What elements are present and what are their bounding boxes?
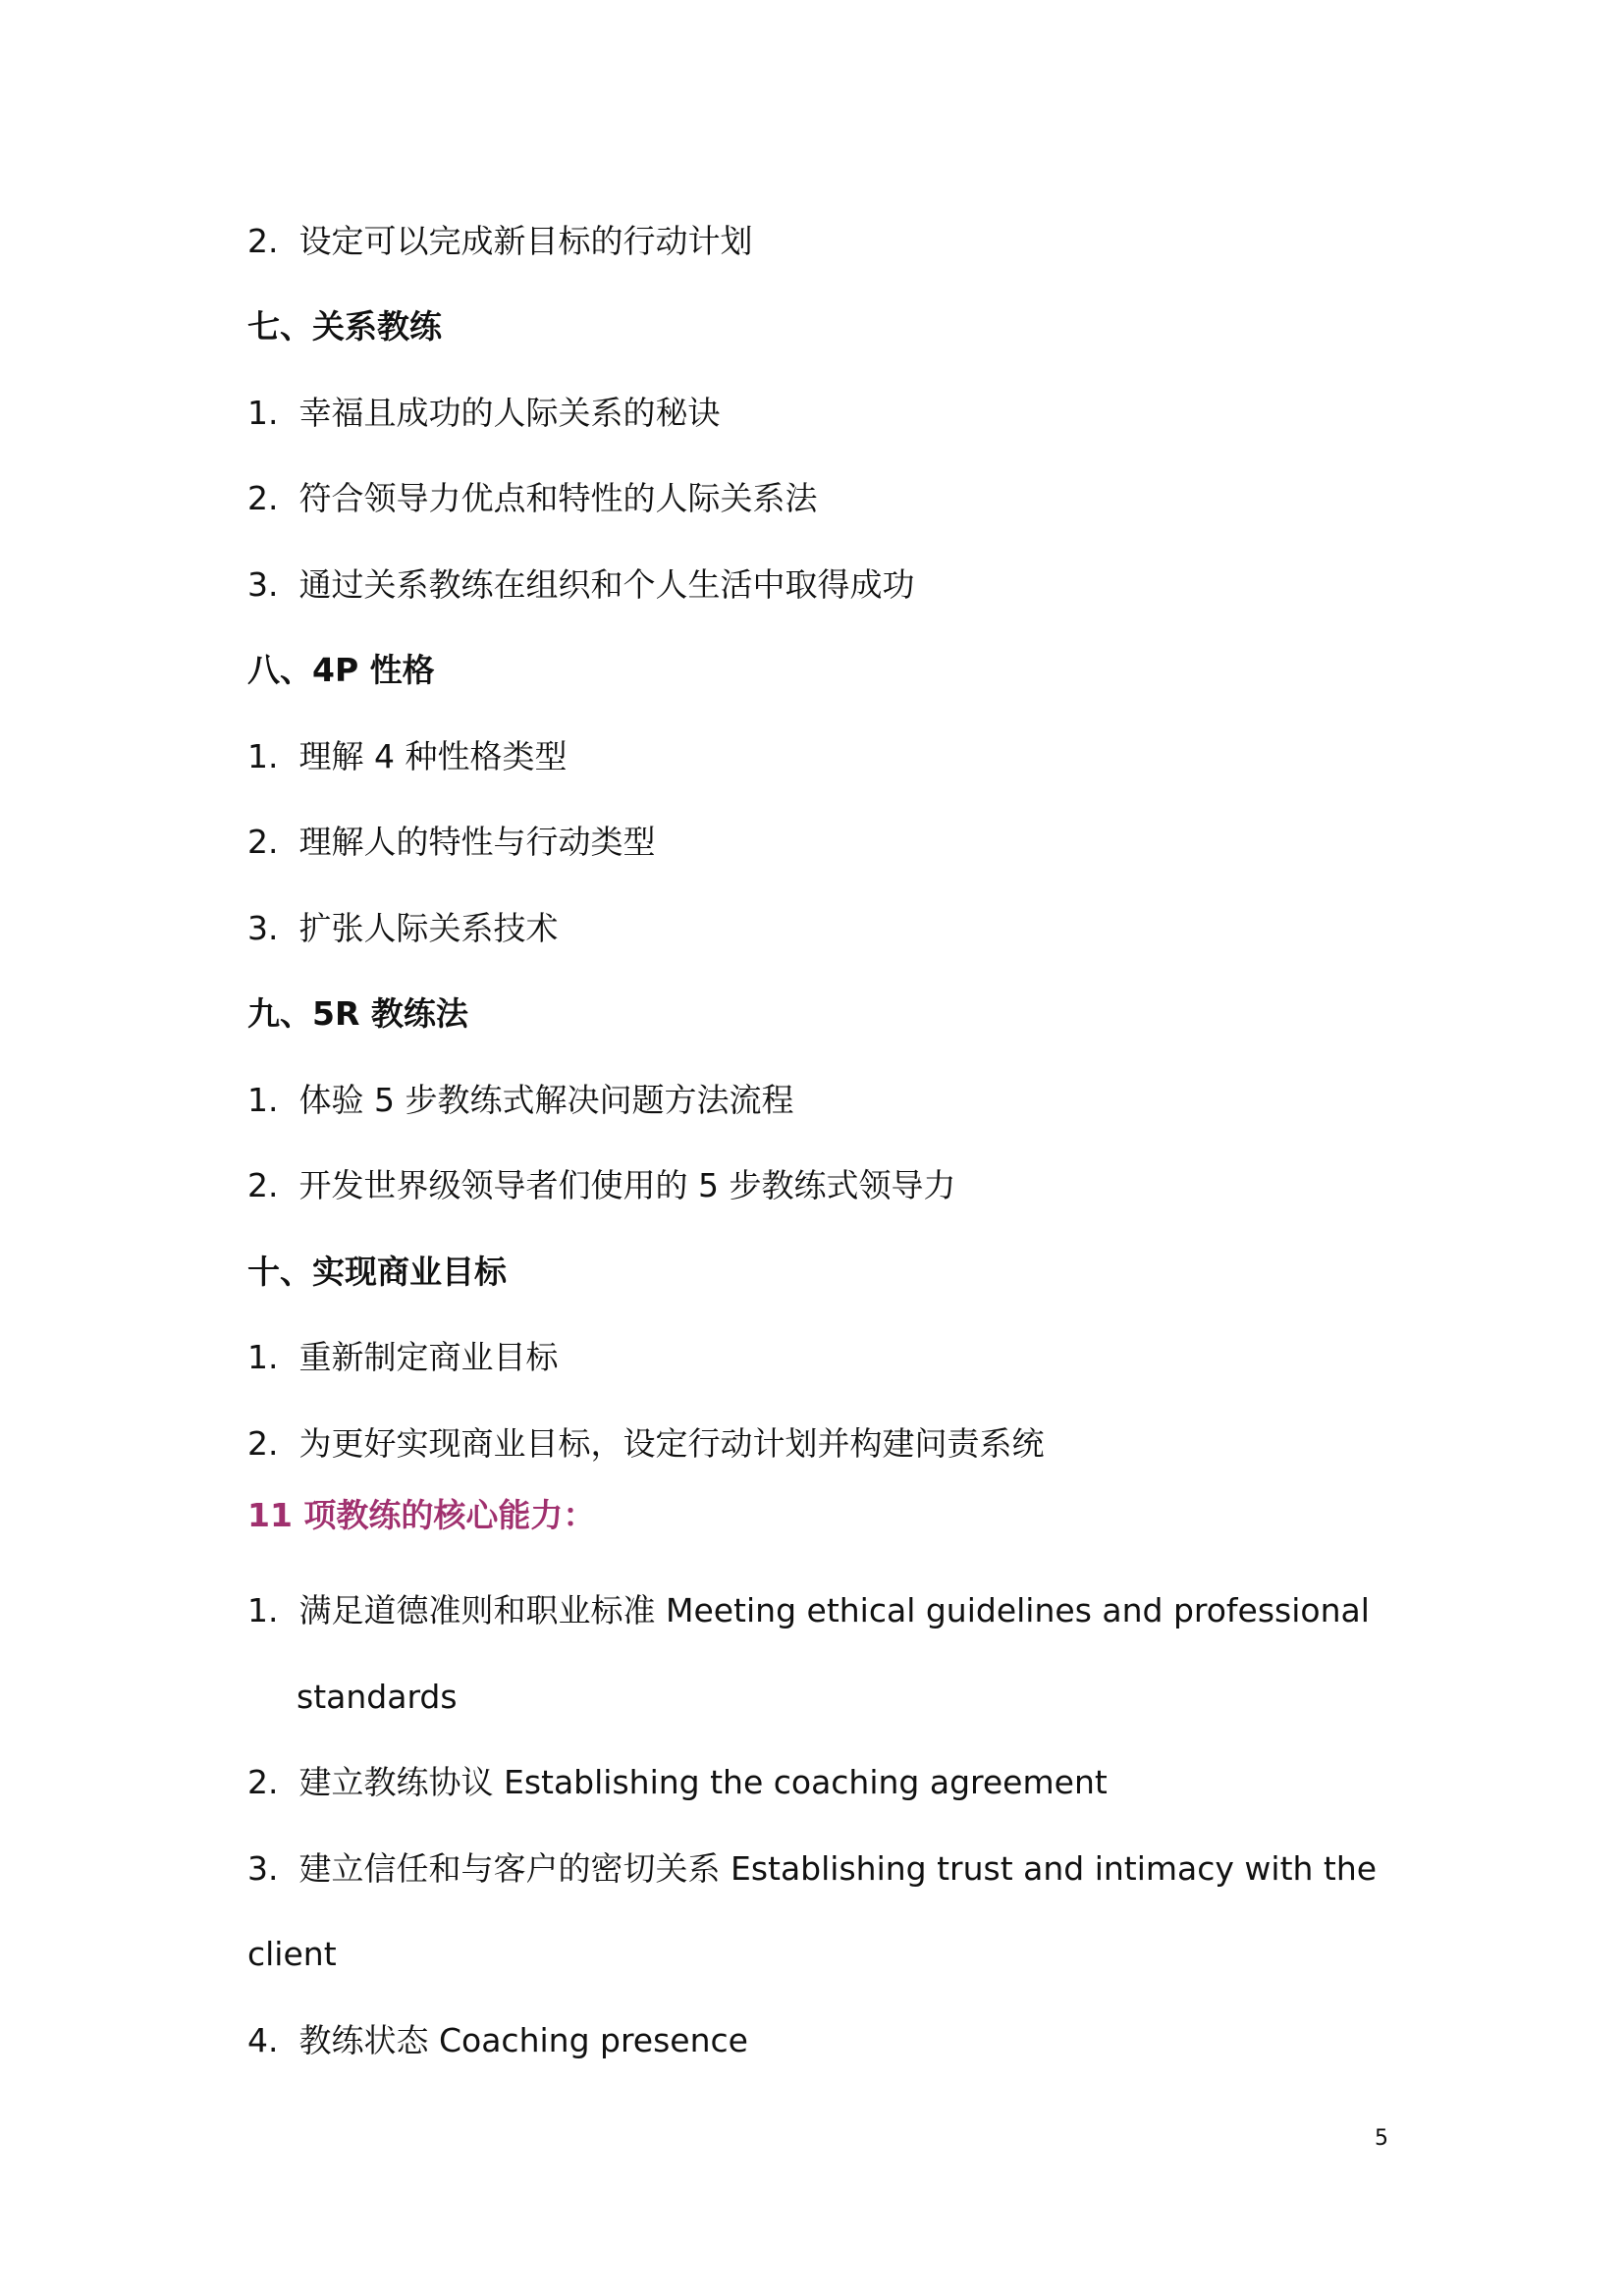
list-item: 1. 幸福且成功的人际关系的秘诀	[247, 394, 721, 432]
list-item-continuation: client	[247, 1935, 337, 1973]
list-item: 2. 理解人的特性与行动类型	[247, 823, 656, 861]
core-competencies-heading: 11 项教练的核心能力：	[247, 1496, 596, 1534]
list-item: 2. 设定可以完成新目标的行动计划	[247, 222, 753, 260]
list-item: 3. 扩张人际关系技术	[247, 909, 559, 947]
list-item: 2. 符合领导力优点和特性的人际关系法	[247, 479, 818, 517]
list-item: 4. 教练状态 Coaching presence	[247, 2021, 748, 2059]
list-item: 2. 为更好实现商业目标，设定行动计划并构建问责系统	[247, 1424, 1045, 1463]
list-item: 1. 满足道德准则和职业标准 Meeting ethical guidelines and professional	[247, 1591, 1370, 1629]
list-item-continuation: standards	[297, 1678, 458, 1716]
page-number: 5	[1375, 2126, 1388, 2151]
section-heading: 七、关系教练	[247, 307, 442, 346]
list-item: 2. 开发世界级领导者们使用的 5 步教练式领导力	[247, 1166, 956, 1204]
section-heading: 十、实现商业目标	[247, 1253, 507, 1291]
list-item: 3. 通过关系教练在组织和个人生活中取得成功	[247, 565, 915, 604]
section-heading: 九、5R 教练法	[247, 994, 468, 1033]
list-item: 3. 建立信任和与客户的密切关系 Establishing trust and intimacy with the	[247, 1849, 1378, 1888]
list-item: 1. 重新制定商业目标	[247, 1338, 559, 1376]
section-heading: 八、4P 性格	[247, 651, 435, 689]
list-item: 1. 理解 4 种性格类型	[247, 737, 568, 775]
list-item: 2. 建立教练协议 Establishing the coaching agreement	[247, 1763, 1108, 1801]
list-item: 1. 体验 5 步教练式解决问题方法流程	[247, 1081, 794, 1119]
